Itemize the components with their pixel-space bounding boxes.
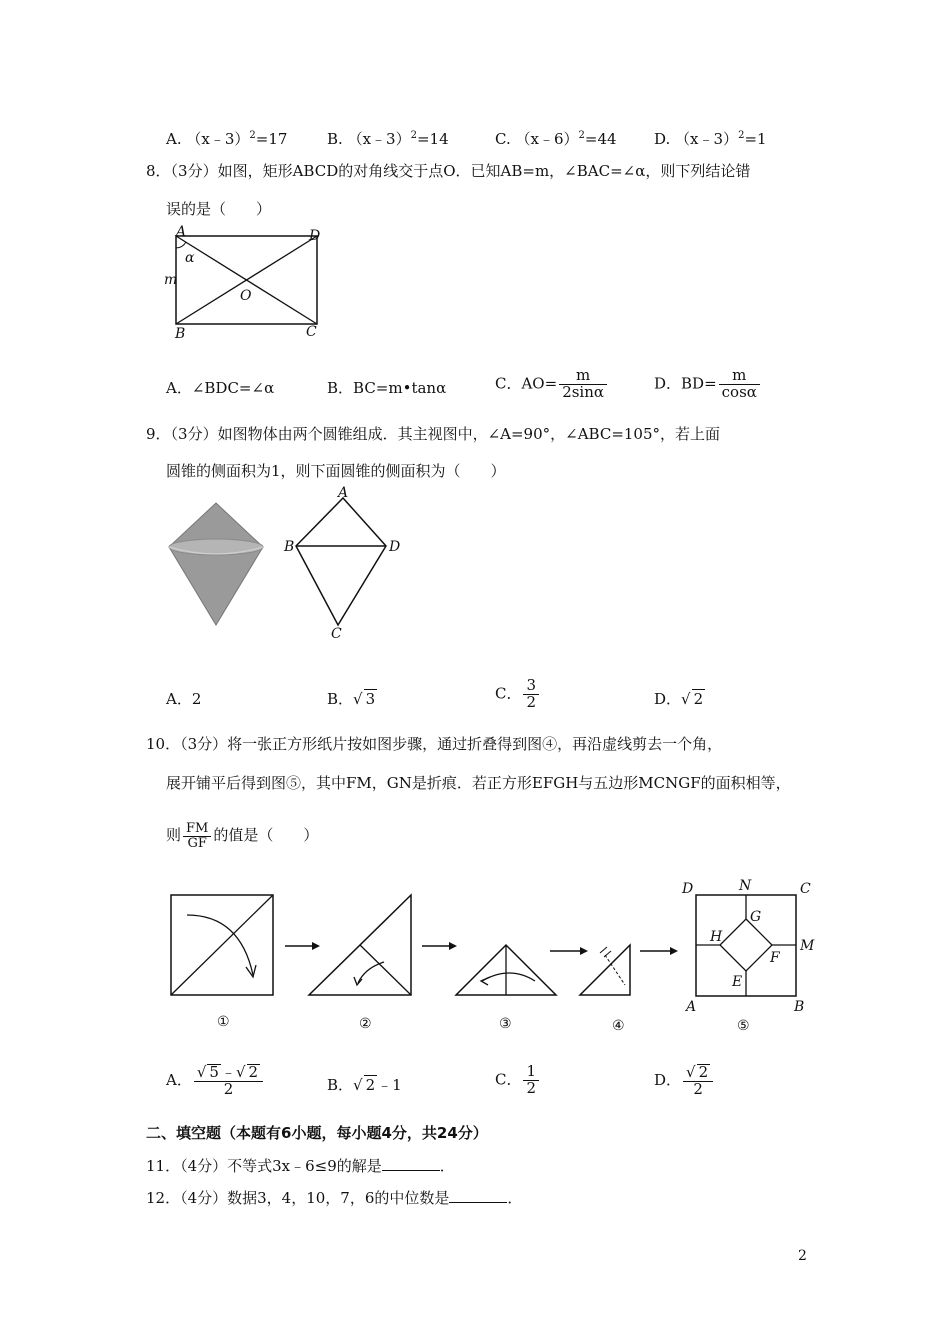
- q7-option-b: B. （x﹣3）$^2$=14: [327, 130, 449, 148]
- q10-fig5-label-n: N: [739, 878, 752, 894]
- q9-option-c: C． $\frac{3}{2}$: [495, 678, 541, 711]
- q9-front-view-figure: [280, 485, 410, 645]
- q10-fig5-label-c: C: [800, 881, 811, 897]
- q8-label-a: A: [176, 225, 187, 240]
- q8-option-c: C．AO= $\frac{m}{2\sin\alpha}$: [495, 368, 609, 401]
- q10-option-d-fraction: $\frac{√ 2}{2}$: [683, 1064, 713, 1098]
- q10-step-label-1: ①: [217, 1014, 230, 1030]
- q11: 11．（4分）不等式3x﹣6≤9的解是 ．: [146, 1157, 455, 1175]
- q12-answer-blank[interactable]: [449, 1188, 507, 1203]
- q8-label-c: C: [306, 324, 317, 340]
- q10-folding-steps-figure: [160, 875, 830, 1040]
- q9-stem-line1: 9．（3分）如图物体由两个圆锥组成．其主视图中，∠A=90°，∠ABC=105°，若上面: [146, 425, 721, 443]
- q7-option-a: A. （x﹣3）$^2$=17: [166, 130, 288, 148]
- q8-option-c-fraction: $\frac{m}{2\sin\alpha}$: [559, 368, 607, 401]
- q8-rectangle-figure: [160, 225, 340, 345]
- page-number: 2: [798, 1248, 807, 1264]
- q9-stem-line2: 圆锥的侧面积为1，则下面圆锥的侧面积为（ ）: [166, 462, 506, 480]
- q9-option-d: D．√ 2: [654, 690, 704, 708]
- q8-stem-line2: 误的是（ ）: [166, 200, 272, 218]
- q9-label-d: D: [389, 539, 401, 555]
- q10-fig5-label-g: G: [750, 909, 762, 925]
- section2-heading: 二、填空题（本题有6小题，每小题4分，共24分）: [146, 1124, 488, 1142]
- q10-stem-line2: 展开铺平后得到图⑤，其中FM，GN是折痕．若正方形EFGH与五边形MCNGF的面积相等，: [166, 774, 791, 792]
- q10-step-label-3: ③: [499, 1016, 512, 1032]
- q10-step-label-5: ⑤: [737, 1018, 750, 1034]
- q10-stem-line3: 则 $\frac{FM}{GF}$ 的值是（ ）: [166, 821, 319, 851]
- q10-fm-gf-fraction: $\frac{FM}{GF}$: [183, 822, 211, 850]
- q11-answer-blank[interactable]: [382, 1156, 440, 1171]
- q8-stem-line1: 8．（3分）如图，矩形ABCD的对角线交于点O．已知AB=m，∠BAC=∠α，则下列结论错: [146, 162, 751, 180]
- q9-label-b: B: [284, 539, 295, 555]
- q10-fig5-label-m: M: [800, 938, 815, 954]
- q8-label-b: B: [175, 326, 186, 342]
- q9-label-a: A: [338, 485, 349, 501]
- q9-option-c-fraction: $\frac{3}{2}$: [523, 678, 539, 711]
- q9-double-cone-solid: [165, 495, 270, 630]
- q10-stem-line1: 10．（3分）将一张正方形纸片按如图步骤，通过折叠得到图④，再沿虚线剪去一个角，: [146, 735, 723, 753]
- q10-option-c: C． $\frac{1}{2}$: [495, 1064, 541, 1097]
- q10-option-a: A． $\frac{√ 5 ﹣√ 2}{2}$: [166, 1064, 265, 1098]
- q7-option-c: C. （x﹣6）$^2$=44: [495, 130, 617, 148]
- q8-option-d: D．BD= $\frac{m}{\cos\alpha}$: [654, 368, 762, 401]
- q9-option-b: B．√ 3: [327, 690, 376, 708]
- q9-label-c: C: [331, 626, 342, 642]
- q7-option-d: D. （x﹣3）$^2$=1: [654, 130, 767, 148]
- q10-fig5-label-d: D: [682, 881, 694, 897]
- q10-option-d: D． $\frac{√ 2}{2}$: [654, 1064, 715, 1098]
- q9-option-a: A．2: [166, 690, 202, 708]
- q10-step-label-4: ④: [612, 1018, 625, 1034]
- q10-option-a-fraction: $\frac{√ 5 ﹣√ 2}{2}$: [194, 1064, 263, 1098]
- q10-option-b: B．√ 2 ﹣1: [327, 1076, 402, 1094]
- q8-label-m: m: [164, 272, 178, 288]
- q10-fig5-label-a: A: [686, 999, 697, 1015]
- q8-option-a: A．∠BDC=∠α: [166, 379, 275, 397]
- q10-fig5-label-h: H: [710, 929, 723, 945]
- q8-label-o: O: [240, 288, 252, 304]
- q12: 12．（4分）数据3，4，10，7，6的中位数是 ．: [146, 1189, 523, 1207]
- q10-fig5-label-f: F: [770, 950, 780, 966]
- q8-option-d-fraction: $\frac{m}{\cos\alpha}$: [719, 368, 760, 401]
- q8-label-d: D: [309, 228, 321, 244]
- q10-step-label-2: ②: [359, 1016, 372, 1032]
- q10-option-c-fraction: $\frac{1}{2}$: [523, 1064, 539, 1097]
- q10-fig5-label-e: E: [732, 974, 743, 990]
- q8-label-alpha: α: [185, 250, 195, 266]
- q8-option-b: B．BC=m•tanα: [327, 379, 447, 397]
- q10-fig5-label-b: B: [794, 999, 805, 1015]
